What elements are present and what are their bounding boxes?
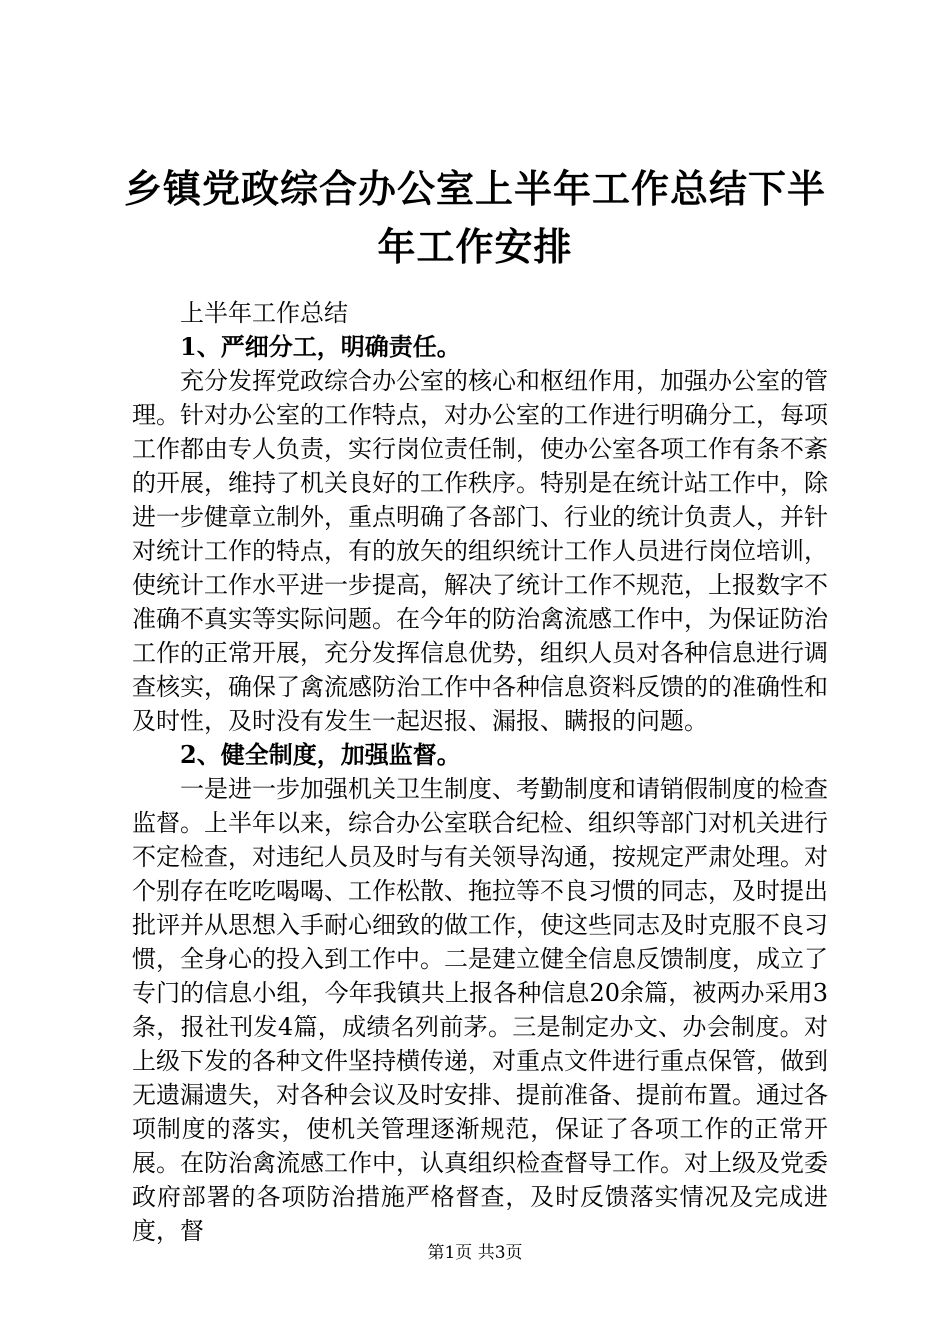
page-footer: 第1页 共3页	[427, 1243, 523, 1263]
section-heading-1: 1、严细分工，明确责任。	[180, 332, 461, 361]
section-label: 上半年工作总结	[180, 299, 348, 327]
section-heading-2: 2、健全制度，加强监督。	[180, 740, 461, 769]
paragraph-1: 充分发挥党政综合办公室的核心和枢纽作用，加强办公室的管理。针对办公室的工作特点，对办公室的工作进行明确分工，每项工作都由专人负责，实行岗位责任制，使办公室各项工作有条不紊的开展，维持了机关良好的工作秩序。特别是在统计站工作中，除进一步健章立制外，重点明确了各部门、行业的统计负责人，并针对统计工作的特点，有的放矢的组织统计工作人员进行岗位培训，使统计工作水平进一步提高，解决了统计工作不规范，上报数字不准确不真实等实际问题。在今年的防治禽流感工作中，为保证防治工作的正常开展，充分发挥信息优势，组织人员对各种信息进行调查核实，确保了禽流感防治工作中各种信息资料反馈的的准确性和及时性，及时没有发生一起迟报、漏报、瞒报的问题。	[132, 367, 828, 735]
document-title: 乡镇党政综合办公室上半年工作总结下半年工作安排	[123, 166, 826, 269]
document-body	[132, 296, 828, 1248]
paragraph-2: 一是进一步加强机关卫生制度、考勤制度和请销假制度的检查监督。上半年以来，综合办公室联合纪检、组织等部门对机关进行不定检查，对违纪人员及时与有关领导沟通，按规定严肃处理。对个别存在吃吃喝喝、工作松散、拖拉等不良习惯的同志，及时提出批评并从思想入手耐心细致的做工作，使这些同志及时克服不良习惯，全身心的投入到工作中。二是建立健全信息反馈制度，成立了专门的信息小组，今年我镇共上报各种信息20余篇，被两办采用3条，报社刊发4篇，成绩名列前茅。三是制定办文、办会制度。对上级下发的各种文件坚持横传递，对重点文件进行重点保管，做到无遗漏遗失，对各种会议及时安排、提前准备、提前布置。通过各项制度的落实，使机关管理逐渐规范，保证了各项工作的正常开展。在防治禽流感工作中，认真组织检查督导工作。对上级及党委政府部署的各项防治措施严格督查，及时反馈落实情况及完成进度，督	[132, 775, 828, 1245]
